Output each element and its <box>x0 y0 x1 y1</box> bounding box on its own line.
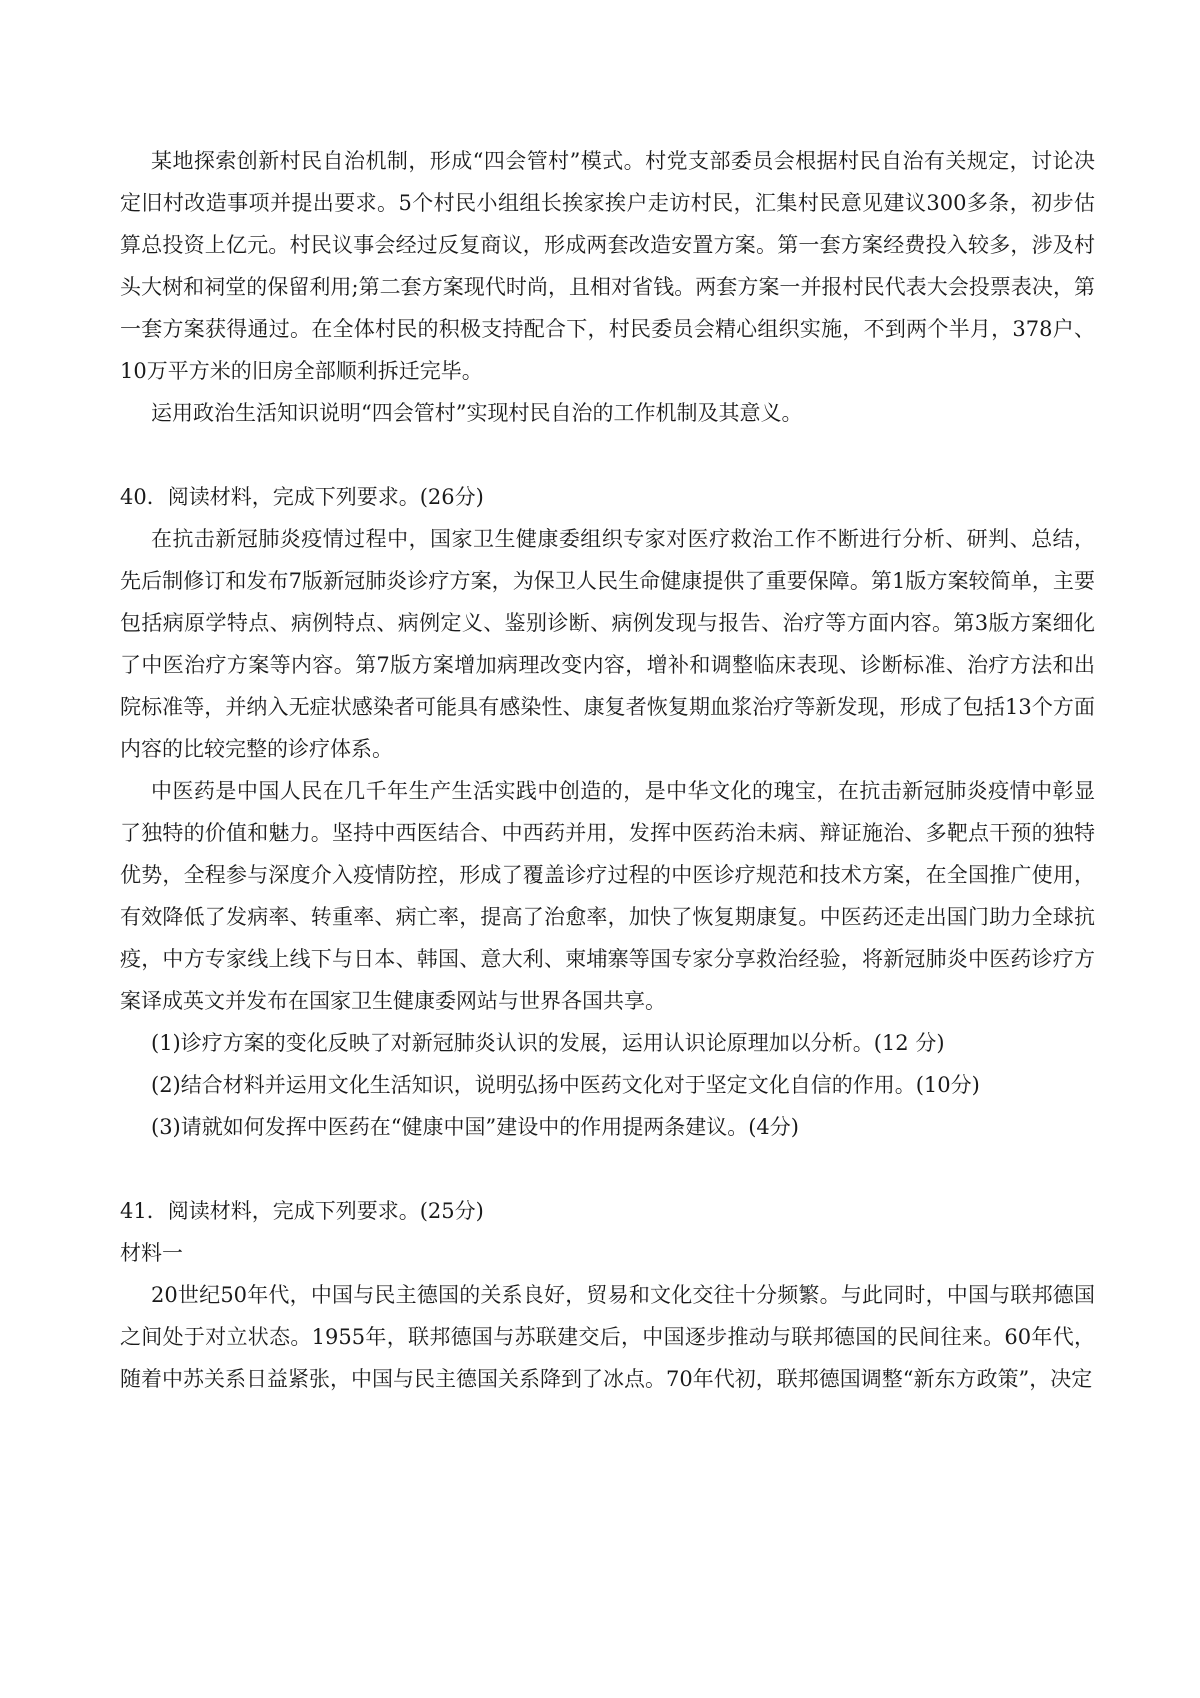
q40-subquestion-3: (3)请就如何发挥中医药在“健康中国”建设中的作用提两条建议。(4分) <box>151 1115 799 1139</box>
q41-material-label: 材料一 <box>120 1241 183 1265</box>
q39-question: 运用政治生活知识说明“四会管村”实现村民自治的工作机制及其意义。 <box>151 401 803 425</box>
spacer <box>120 434 1095 476</box>
q41-material-paragraph-1: 20世纪50年代，中国与民主德国的关系良好，贸易和文化交往十分频繁。与此同时，中国与联邦德国之间处于对立状态。1955年，联邦德国与苏联建交后，中国逐步推动与联邦德国的民间往来。60年代，随着中苏关系日益紧张，中国与民主德国关系降到了冰点。70年代初，联邦德国调整“新东方政策”，决定 <box>120 1283 1095 1391</box>
exam-page <box>120 140 1095 1400</box>
q41-heading: 41．阅读材料，完成下列要求。(25分) <box>120 1199 484 1223</box>
q39-material: 某地探索创新村民自治机制，形成“四会管村”模式。村党支部委员会根据村民自治有关规定，讨论决定旧村改造事项并提出要求。5个村民小组组长挨家挨户走访村民，汇集村民意见建议300多条，初步估算总投资上亿元。村民议事会经过反复商议，形成两套改造安置方案。第一套方案经费投入较多，涉及村头大树和祠堂的保留利用;第二套方案现代时尚，且相对省钱。两套方案一并报村民代表大会投票表决，第一套方案获得通过。在全体村民的积极支持配合下，村民委员会精心组织实施，不到两个半月，378户、10万平方米的旧房全部顺利拆迁完毕。 <box>120 149 1095 383</box>
q40-material-paragraph-2: 中医药是中国人民在几千年生产生活实践中创造的，是中华文化的瑰宝，在抗击新冠肺炎疫情中彰显了独特的价值和魅力。坚持中西医结合、中西药并用，发挥中医药治未病、辩证施治、多靶点干预的独特优势，全程参与深度介入疫情防控，形成了覆盖诊疗过程的中医诊疗规范和技术方案，在全国推广使用，有效降低了发病率、转重率、病亡率，提高了治愈率，加快了恢复期康复。中医药还走出国门助力全球抗疫，中方专家线上线下与日本、韩国、意大利、柬埔寨等国专家分享救治经验，将新冠肺炎中医药诊疗方案译成英文并发布在国家卫生健康委网站与世界各国共享。 <box>120 779 1095 1013</box>
q40-subquestion-2: (2)结合材料并运用文化生活知识，说明弘扬中医药文化对于坚定文化自信的作用。(10分) <box>151 1073 980 1097</box>
spacer <box>120 1148 1095 1190</box>
q40-heading: 40．阅读材料，完成下列要求。(26分) <box>120 485 484 509</box>
q40-material-paragraph-1: 在抗击新冠肺炎疫情过程中，国家卫生健康委组织专家对医疗救治工作不断进行分析、研判、总结，先后制修订和发布7版新冠肺炎诊疗方案，为保卫人民生命健康提供了重要保障。第1版方案较简单，主要包括病原学特点、病例特点、病例定义、鉴别诊断、病例发现与报告、治疗等方面内容。第3版方案细化了中医治疗方案等内容。第7版方案增加病理改变内容，增补和调整临床表现、诊断标准、治疗方法和出院标准等，并纳入无症状感染者可能具有感染性、康复者恢复期血浆治疗等新发现，形成了包括13个方面内容的比较完整的诊疗体系。 <box>120 527 1095 761</box>
q40-subquestion-1: (1)诊疗方案的变化反映了对新冠肺炎认识的发展，运用认识论原理加以分析。(12 分) <box>151 1031 945 1055</box>
